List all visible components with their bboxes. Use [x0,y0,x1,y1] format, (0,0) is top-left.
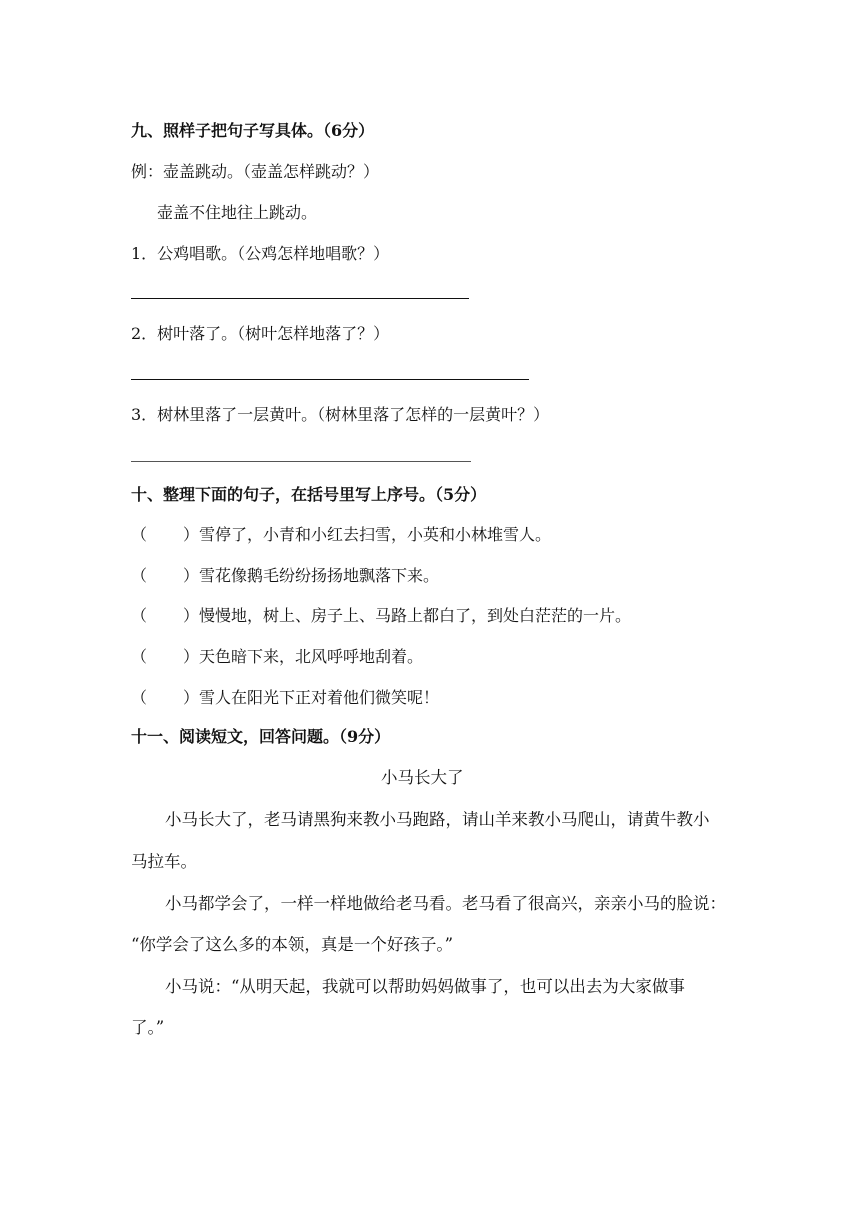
section-9-example-answer: 壶盖不住地往上跳动。 [157,203,318,222]
ordering-item [131,565,439,587]
answer-line-1 [131,298,469,299]
section-11-heading: 十一、阅读短文，回答问题。（9分） [131,727,391,746]
paren-open: （ [131,647,148,666]
paren-open: （ [131,688,148,707]
section-9-example: 例：壶盖跳动。（壶盖怎样跳动？） [131,162,380,181]
section-9-item-1: 1．公鸡唱歌。（公鸡怎样地唱歌？） [131,244,390,263]
story-paragraph-3-line-2: 了。” [131,1018,165,1037]
ordering-item [131,687,439,709]
paren-open: （ [131,606,148,625]
paren-open: （ [131,566,148,585]
section-9-heading: 九、照样子把句子写具体。（6分） [131,121,375,140]
story-paragraph-1-line-2: 马拉车。 [131,852,197,871]
ordering-sentence: 雪花像鹅毛纷纷扬扬地飘落下来。 [199,566,440,585]
ordering-sentence: 雪人在阳光下正对着他们微笑呢！ [199,688,440,707]
paren-open: （ [131,525,148,544]
paren-close: ） [183,647,200,666]
answer-line-3 [131,461,471,462]
ordering-item [131,605,631,627]
ordering-sentence: 雪停了，小青和小红去扫雪，小英和小林堆雪人。 [199,525,552,544]
story-paragraph-1-line-1: 小马长大了，老马请黑狗来教小马跑路，请山羊来教小马爬山，请黄牛教小 [165,810,710,829]
section-9-item-2: 2．树叶落了。（树叶怎样地落了？） [131,324,390,343]
ordering-item [131,524,551,546]
answer-line-2 [131,379,529,380]
ordering-sentence: 慢慢地，树上、房子上、马路上都白了，到处白茫茫的一片。 [199,606,632,625]
story-paragraph-2-line-1: 小马都学会了，一样一样地做给老马看。老马看了很高兴，亲亲小马的脸说： [165,894,726,913]
paren-close: ） [183,688,200,707]
section-9-item-3: 3．树林里落了一层黄叶。（树林里落了怎样的一层黄叶？） [131,405,550,424]
ordering-item [131,646,423,668]
story-title: 小马长大了 [381,768,464,787]
paren-close: ） [183,606,200,625]
story-paragraph-3-line-1: 小马说：“从明天起，我就可以帮助妈妈做事了，也可以出去为大家做事 [165,977,685,996]
paren-close: ） [183,525,200,544]
paren-close: ） [183,566,200,585]
ordering-sentence: 天色暗下来，北风呼呼地刮着。 [199,647,424,666]
section-10-heading: 十、整理下面的句子，在括号里写上序号。（5分） [131,485,487,504]
story-paragraph-2-line-2: “你学会了这么多的本领，真是一个好孩子。” [131,935,454,954]
